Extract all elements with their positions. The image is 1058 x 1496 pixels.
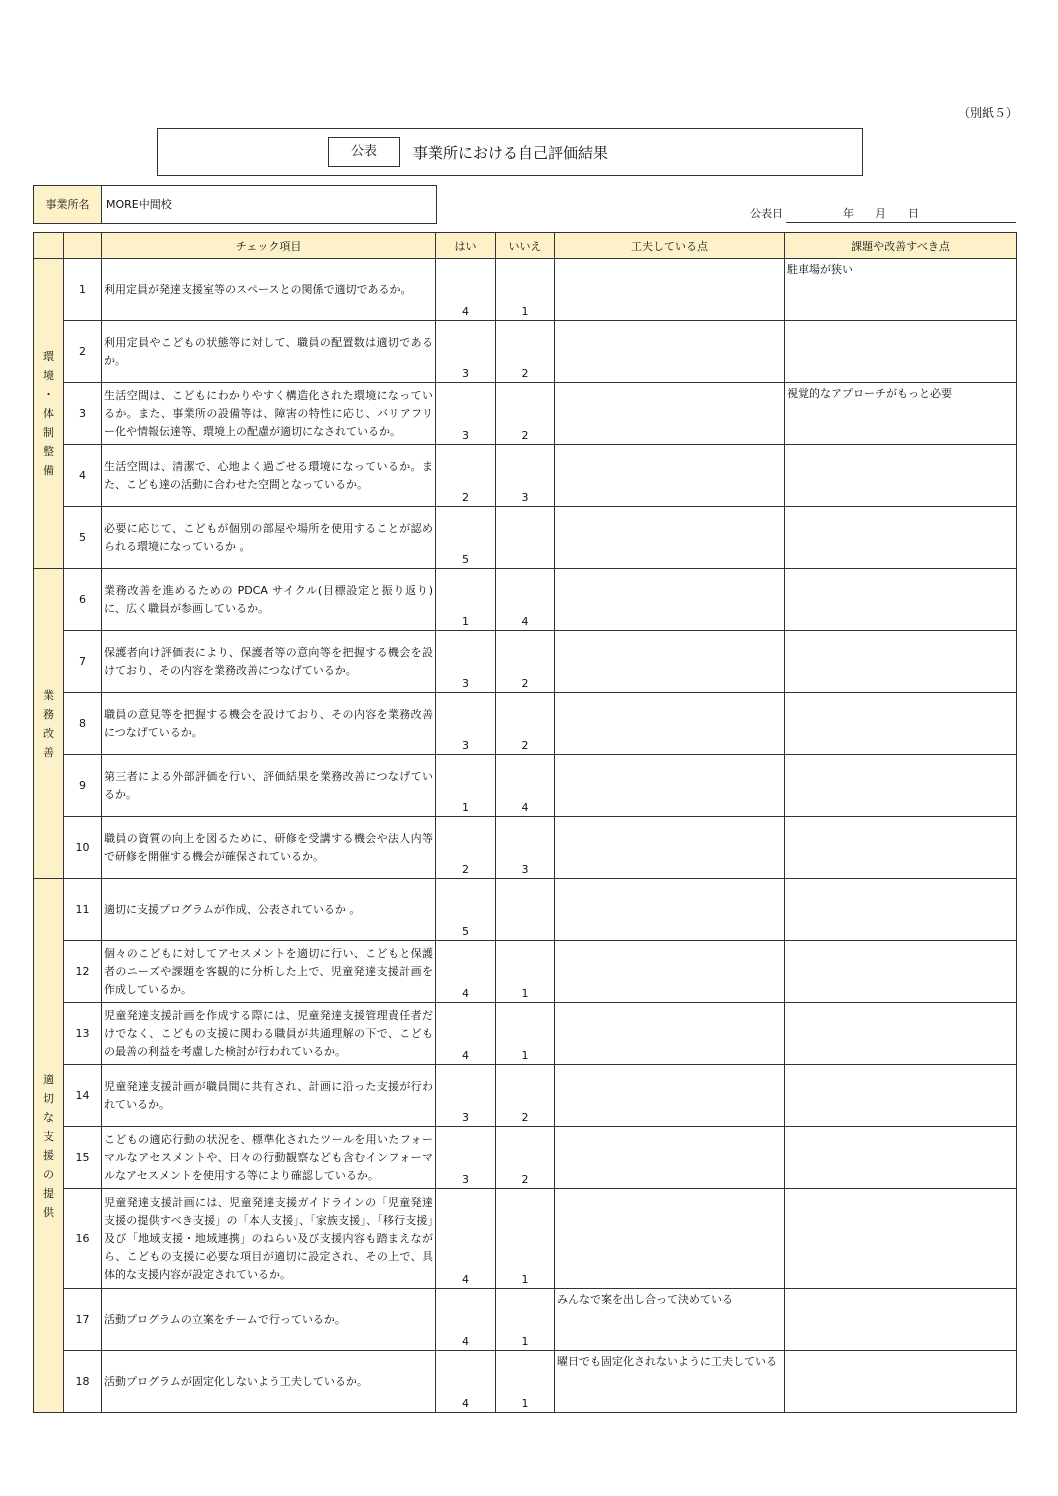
yes-count: 3 xyxy=(436,631,496,693)
no-count: 3 xyxy=(496,445,555,507)
check-item: 活動プログラムの立案をチームで行っているか。 xyxy=(102,1289,436,1351)
check-item: 利用定員やこどもの状態等に対して、職員の配置数は適切であるか。 xyxy=(102,321,436,383)
title-box xyxy=(157,128,863,176)
table-row xyxy=(34,321,1017,383)
table-row xyxy=(34,1065,1017,1127)
row-number: 8 xyxy=(64,693,102,755)
evaluation-table xyxy=(33,232,1017,1413)
check-item: 児童発達支援計画には、児童発達支援ガイドラインの「児童発達支援の提供すべき支援」の「本人支援」、「家族支援」、「移行支援」及び「地域支援・地域連携」のねらい及び支援内容も踏まえながら、こどもの支援に必要な項目が適切に設定され、その上で、具体的な支援内容が設定されているか。 xyxy=(102,1189,436,1289)
category-cell xyxy=(34,569,64,879)
issues-cell xyxy=(785,1289,1017,1351)
yes-count: 4 xyxy=(436,1189,496,1289)
check-item: 活動プログラムが固定化しないよう工夫しているか。 xyxy=(102,1351,436,1413)
pubdate-label: 公表日 xyxy=(750,207,783,220)
yes-count: 3 xyxy=(436,321,496,383)
check-item: 児童発達支援計画を作成する際には、児童発達支援管理責任者だけでなく、こどもの支援に関わる職員が共通理解の下で、こどもの最善の利益を考慮した検討が行われているか。 xyxy=(102,1003,436,1065)
header-efforts: 工夫している点 xyxy=(555,233,785,259)
yes-count: 1 xyxy=(436,569,496,631)
table-row xyxy=(34,1127,1017,1189)
no-count: 4 xyxy=(496,569,555,631)
no-count xyxy=(496,507,555,569)
no-count: 1 xyxy=(496,259,555,321)
yes-count: 4 xyxy=(436,941,496,1003)
efforts-cell xyxy=(555,817,785,879)
efforts-cell xyxy=(555,507,785,569)
category-char: 整 xyxy=(43,445,54,458)
no-count: 2 xyxy=(496,321,555,383)
no-count: 2 xyxy=(496,693,555,755)
category-char: 境 xyxy=(43,369,54,382)
check-item: 第三者による外部評価を行い、評価結果を業務改善につなげているか。 xyxy=(102,755,436,817)
no-count: 2 xyxy=(496,631,555,693)
row-number: 12 xyxy=(64,941,102,1003)
category-char: な xyxy=(43,1110,54,1124)
efforts-cell: 曜日でも固定化されないように工夫している xyxy=(555,1351,785,1413)
header-no: いいえ xyxy=(496,233,555,259)
table-row xyxy=(34,1351,1017,1413)
issues-cell xyxy=(785,1351,1017,1413)
issues-cell xyxy=(785,569,1017,631)
yes-count: 2 xyxy=(436,445,496,507)
no-count: 1 xyxy=(496,1189,555,1289)
check-item: 適切に支援プログラムが作成、公表されているか 。 xyxy=(102,879,436,941)
category-char: 改 xyxy=(43,726,54,740)
efforts-cell xyxy=(555,941,785,1003)
no-count: 4 xyxy=(496,755,555,817)
efforts-cell xyxy=(555,383,785,445)
year-label: 年 xyxy=(843,207,854,220)
check-item: 個々のこどもに対してアセスメントを適切に行い、こどもと保護者のニーズや課題を客観的に分析した上で、児童発達支援計画を作成しているか。 xyxy=(102,941,436,1003)
category-char: 切 xyxy=(43,1091,54,1105)
issues-cell xyxy=(785,1065,1017,1127)
table-row xyxy=(34,631,1017,693)
issues-cell xyxy=(785,1003,1017,1065)
table-row xyxy=(34,507,1017,569)
yes-count: 1 xyxy=(436,755,496,817)
office-box xyxy=(33,185,437,224)
office-label: 事業所名 xyxy=(34,186,102,223)
issues-cell: 駐車場が狭い xyxy=(785,259,1017,321)
row-number: 2 xyxy=(64,321,102,383)
category-char: 支 xyxy=(43,1129,54,1143)
issues-cell xyxy=(785,817,1017,879)
row-number: 7 xyxy=(64,631,102,693)
row-number: 1 xyxy=(64,259,102,321)
month-label: 月 xyxy=(875,207,886,220)
efforts-cell xyxy=(555,1189,785,1289)
row-number: 11 xyxy=(64,879,102,941)
public-badge: 公表 xyxy=(328,137,400,167)
table-row xyxy=(34,879,1017,941)
category-char: 援 xyxy=(43,1148,54,1162)
table-row xyxy=(34,445,1017,507)
category-char: 環 xyxy=(43,350,54,363)
yes-count: 4 xyxy=(436,1003,496,1065)
category-char: 提 xyxy=(43,1186,54,1200)
check-item: 職員の意見等を把握する機会を設けており、その内容を業務改善につなげているか。 xyxy=(102,693,436,755)
table-row xyxy=(34,383,1017,445)
header-blank-2 xyxy=(64,233,102,259)
yes-count: 4 xyxy=(436,259,496,321)
table-header-row xyxy=(34,233,1017,259)
efforts-cell xyxy=(555,569,785,631)
issues-cell xyxy=(785,445,1017,507)
attachment-label: （別紙５） xyxy=(958,106,1019,120)
efforts-cell xyxy=(555,1065,785,1127)
efforts-cell xyxy=(555,321,785,383)
issues-cell xyxy=(785,693,1017,755)
no-count: 1 xyxy=(496,1003,555,1065)
efforts-cell xyxy=(555,879,785,941)
pubdate-underline xyxy=(786,222,1016,223)
yes-count: 5 xyxy=(436,879,496,941)
issues-cell xyxy=(785,507,1017,569)
check-item: こどもの適応行動の状況を、標準化されたツールを用いたフォーマルなアセスメントや、日々の行動観察なども含むインフォーマルなアセスメントを使用する等により確認しているか。 xyxy=(102,1127,436,1189)
row-number: 18 xyxy=(64,1351,102,1413)
category-char: 適 xyxy=(43,1072,54,1086)
check-item: 必要に応じて、こどもが個別の部屋や場所を使用することが認められる環境になっているか 。 xyxy=(102,507,436,569)
header-issues: 課題や改善すべき点 xyxy=(785,233,1017,259)
table-row xyxy=(34,1189,1017,1289)
yes-count: 4 xyxy=(436,1351,496,1413)
issues-cell xyxy=(785,321,1017,383)
issues-cell xyxy=(785,879,1017,941)
no-count: 1 xyxy=(496,1289,555,1351)
header-yes: はい xyxy=(436,233,496,259)
no-count: 1 xyxy=(496,941,555,1003)
row-number: 6 xyxy=(64,569,102,631)
issues-cell xyxy=(785,755,1017,817)
issues-cell xyxy=(785,1127,1017,1189)
issues-cell xyxy=(785,631,1017,693)
yes-count: 3 xyxy=(436,383,496,445)
yes-count: 3 xyxy=(436,693,496,755)
category-char: の xyxy=(43,1167,54,1181)
header-blank-1 xyxy=(34,233,64,259)
row-number: 9 xyxy=(64,755,102,817)
table-row xyxy=(34,1003,1017,1065)
row-number: 4 xyxy=(64,445,102,507)
check-item: 保護者向け評価表により、保護者等の意向等を把握する機会を設けており、その内容を業務改善につなげているか。 xyxy=(102,631,436,693)
row-number: 3 xyxy=(64,383,102,445)
no-count: 1 xyxy=(496,1351,555,1413)
row-number: 14 xyxy=(64,1065,102,1127)
category-char: 善 xyxy=(43,745,54,759)
efforts-cell xyxy=(555,693,785,755)
day-label: 日 xyxy=(908,207,919,220)
category-char: 供 xyxy=(43,1205,54,1219)
page-title: 事業所における自己評価結果 xyxy=(413,144,609,162)
yes-count: 3 xyxy=(436,1127,496,1189)
row-number: 16 xyxy=(64,1189,102,1289)
no-count: 2 xyxy=(496,1127,555,1189)
efforts-cell xyxy=(555,1003,785,1065)
no-count: 3 xyxy=(496,817,555,879)
check-item: 生活空間は、清潔で、心地よく過ごせる環境になっているか。また、こども達の活動に合わせた空間となっているか。 xyxy=(102,445,436,507)
category-char: ・ xyxy=(43,388,54,401)
efforts-cell xyxy=(555,259,785,321)
category-cell xyxy=(34,879,64,1413)
table-row xyxy=(34,693,1017,755)
check-item: 利用定員が発達支援室等のスペースとの関係で適切であるか。 xyxy=(102,259,436,321)
check-item: 生活空間は、こどもにわかりやすく構造化された環境になっているか。また、事業所の設備等は、障害の特性に応じ、バリアフリー化や情報伝達等、環境上の配慮が適切になされているか。 xyxy=(102,383,436,445)
category-char: 備 xyxy=(43,464,54,477)
issues-cell xyxy=(785,941,1017,1003)
category-char: 制 xyxy=(43,426,54,439)
table-row xyxy=(34,259,1017,321)
check-item: 児童発達支援計画が職員間に共有され、計画に沿った支援が行われているか。 xyxy=(102,1065,436,1127)
row-number: 13 xyxy=(64,1003,102,1065)
efforts-cell xyxy=(555,631,785,693)
row-number: 17 xyxy=(64,1289,102,1351)
row-number: 15 xyxy=(64,1127,102,1189)
table-row xyxy=(34,941,1017,1003)
category-char: 務 xyxy=(43,707,54,721)
office-name: MORE中間校 xyxy=(106,198,172,211)
yes-count: 4 xyxy=(436,1289,496,1351)
header-check: チェック項目 xyxy=(102,233,436,259)
table-row xyxy=(34,817,1017,879)
efforts-cell xyxy=(555,445,785,507)
table-row xyxy=(34,569,1017,631)
table-row xyxy=(34,1289,1017,1351)
issues-cell xyxy=(785,1189,1017,1289)
yes-count: 2 xyxy=(436,817,496,879)
check-item: 職員の資質の向上を図るために、研修を受講する機会や法人内等で研修を開催する機会が確保されているか。 xyxy=(102,817,436,879)
category-cell xyxy=(34,259,64,569)
yes-count: 5 xyxy=(436,507,496,569)
no-count: 2 xyxy=(496,1065,555,1127)
row-number: 5 xyxy=(64,507,102,569)
efforts-cell xyxy=(555,1127,785,1189)
no-count: 2 xyxy=(496,383,555,445)
table-row xyxy=(34,755,1017,817)
row-number: 10 xyxy=(64,817,102,879)
category-char: 業 xyxy=(43,688,54,702)
efforts-cell xyxy=(555,755,785,817)
category-char: 体 xyxy=(43,407,54,420)
efforts-cell: みんなで案を出し合って決めている xyxy=(555,1289,785,1351)
no-count xyxy=(496,879,555,941)
check-item: 業務改善を進めるための PDCA サイクル(目標設定と振り返り)に、広く職員が参画しているか。 xyxy=(102,569,436,631)
issues-cell: 視覚的なアプローチがもっと必要 xyxy=(785,383,1017,445)
yes-count: 3 xyxy=(436,1065,496,1127)
